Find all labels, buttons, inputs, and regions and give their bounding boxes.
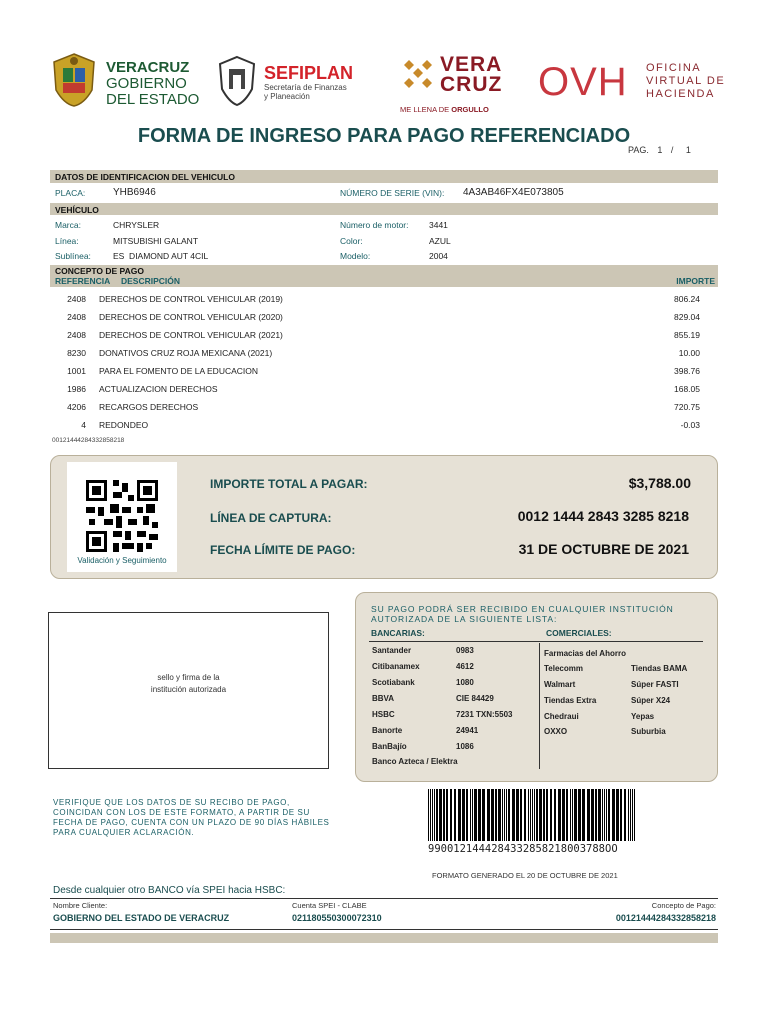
barcode bbox=[428, 789, 638, 841]
modelo-value: 2004 bbox=[429, 251, 448, 261]
cruz-word: CRUZ bbox=[440, 73, 503, 96]
col-amount: IMPORTE bbox=[676, 276, 715, 286]
barcode-bar bbox=[602, 789, 603, 841]
row-ref: 4206 bbox=[67, 402, 86, 412]
verify-line2: COINCIDAN CON LOS DE ESTE FORMATO, A PARTIR DE SU bbox=[53, 808, 310, 817]
veracruz-tagline bbox=[400, 105, 489, 114]
page-sep: / bbox=[670, 145, 674, 155]
barcode-bar bbox=[516, 789, 519, 841]
sefiplan-logo-text bbox=[264, 64, 353, 101]
barcode-bar bbox=[616, 789, 619, 841]
ovh-line1: OFICINA bbox=[646, 62, 702, 74]
commerce-a: Chedraui bbox=[544, 712, 579, 721]
spei-box bbox=[50, 898, 718, 930]
sefiplan-title: SEFIPLAN bbox=[264, 63, 354, 83]
account-value: 021180550300072310 bbox=[292, 913, 382, 923]
row-amount: -0.03 bbox=[680, 420, 700, 430]
bank-name: BanBajío bbox=[372, 742, 407, 751]
row-desc: DONATIVOS CRUZ ROJA MEXICANA (2021) bbox=[99, 348, 273, 358]
linea-value: MITSUBISHI GALANT bbox=[113, 236, 199, 246]
barcode-bar bbox=[462, 789, 465, 841]
barcode-bar bbox=[582, 789, 585, 841]
spei-intro: Desde cualquier otro BANCO vía SPEI hacia HSBC: bbox=[53, 885, 286, 896]
row-ref: 4 bbox=[81, 420, 86, 430]
vin-value: 4A3AB46FX4E073805 bbox=[463, 187, 564, 198]
commerce-a: Tiendas Extra bbox=[544, 696, 597, 705]
barcode-bar bbox=[562, 789, 565, 841]
table-row bbox=[50, 294, 718, 312]
vin-label: NÚMERO DE SERIE (VIN): bbox=[340, 188, 445, 198]
table-row bbox=[50, 384, 718, 402]
barcode-bar bbox=[634, 789, 635, 841]
veracruz-line2: GOBIERNO bbox=[106, 75, 187, 92]
barcode-bar bbox=[534, 789, 535, 841]
col-desc: DESCRIPCIÓN bbox=[121, 276, 181, 286]
deadline-label: FECHA LÍMITE DE PAGO: bbox=[210, 543, 356, 557]
commerce-header: COMERCIALES: bbox=[546, 628, 612, 638]
commerce-b: Súper FASTI bbox=[631, 680, 679, 689]
section-vehicle: VEHÍCULO bbox=[50, 203, 718, 215]
sefiplan-sub2: y Planeación bbox=[264, 92, 310, 101]
account-label: Cuenta SPEI - CLABE bbox=[292, 901, 367, 910]
barcode-bar bbox=[443, 789, 445, 841]
barcode-bar bbox=[508, 789, 510, 841]
footer-bar bbox=[50, 933, 718, 943]
capture-label: LÍNEA DE CAPTURA: bbox=[210, 511, 332, 525]
barcode-bar bbox=[498, 789, 501, 841]
barcode-bar bbox=[546, 789, 548, 841]
barcode-bar bbox=[506, 789, 507, 841]
table-row bbox=[50, 312, 718, 330]
barcode-bar bbox=[520, 789, 522, 841]
barcode-bar bbox=[446, 789, 448, 841]
row-amount: 829.04 bbox=[674, 312, 700, 322]
table-row bbox=[50, 366, 718, 384]
bank-header: BANCARIAS: bbox=[371, 628, 425, 638]
barcode-bar bbox=[632, 789, 633, 841]
total-box bbox=[50, 455, 718, 579]
commerce-a: Walmart bbox=[544, 680, 576, 689]
barcode-bar bbox=[428, 789, 429, 841]
row-desc: PARA EL FOMENTO DE LA EDUCACION bbox=[99, 366, 259, 376]
barcode-bar bbox=[495, 789, 497, 841]
commerce-b: Suburbia bbox=[631, 727, 666, 736]
banks-vertical-divider bbox=[539, 643, 540, 769]
barcode-bar bbox=[558, 789, 561, 841]
barcode-bar bbox=[554, 789, 556, 841]
barcode-bar bbox=[543, 789, 545, 841]
stamp-box bbox=[48, 612, 329, 769]
veracruz-shield-logo bbox=[50, 52, 98, 108]
page-label: PAG. bbox=[628, 145, 649, 155]
barcode-bar bbox=[536, 789, 538, 841]
row-ref: 2408 bbox=[67, 294, 86, 304]
row-amount: 168.05 bbox=[674, 384, 700, 394]
veracruz-brand-pattern-icon bbox=[400, 58, 436, 92]
section-vehicle-id: DATOS DE IDENTIFICACION DEL VEHICULO bbox=[50, 170, 718, 183]
page-counter bbox=[628, 145, 691, 155]
qr-code-icon[interactable] bbox=[86, 480, 158, 552]
row-ref: 2408 bbox=[67, 330, 86, 340]
barcode-bar bbox=[434, 789, 435, 841]
barcode-bar bbox=[487, 789, 490, 841]
bank-name: BBVA bbox=[372, 694, 395, 703]
small-reference: 00121444284332858218 bbox=[52, 437, 125, 444]
barcode-bar bbox=[606, 789, 607, 841]
vera-word: VERA bbox=[440, 53, 503, 76]
barcode-bar bbox=[572, 789, 573, 841]
barcode-bar bbox=[491, 789, 494, 841]
row-ref: 1986 bbox=[67, 384, 86, 394]
row-desc: RECARGOS DERECHOS bbox=[99, 402, 199, 412]
veracruz-line3: DEL ESTADO bbox=[106, 91, 200, 108]
barcode-bar bbox=[595, 789, 597, 841]
barcode-bar bbox=[524, 789, 526, 841]
barcode-bar bbox=[454, 789, 456, 841]
barcode-bar bbox=[466, 789, 468, 841]
barcode-bar bbox=[528, 789, 529, 841]
barcode-bar bbox=[458, 789, 461, 841]
row-desc: DERECHOS DE CONTROL VEHICULAR (2020) bbox=[99, 312, 283, 322]
client-value: GOBIERNO DEL ESTADO DE VERACRUZ bbox=[53, 913, 230, 923]
sublinea-value: ES DIAMOND AUT 4CIL bbox=[113, 251, 209, 261]
ovh-subtitle bbox=[646, 63, 725, 100]
banks-intro-2: AUTORIZADA DE LA SIGUIENTE LISTA: bbox=[371, 614, 558, 624]
row-desc: DERECHOS DE CONTROL VEHICULAR (2021) bbox=[99, 330, 283, 340]
bank-code: 1086 bbox=[456, 742, 474, 751]
stamp-line1: sello y firma de la bbox=[157, 673, 220, 682]
barcode-bar bbox=[620, 789, 622, 841]
barcode-bar bbox=[570, 789, 571, 841]
banks-divider bbox=[369, 641, 703, 642]
barcode-bar bbox=[550, 789, 552, 841]
sublinea-label: Sublínea: bbox=[55, 251, 91, 261]
barcode-bar bbox=[450, 789, 452, 841]
page-title: FORMA DE INGRESO PARA PAGO REFERENCIADO bbox=[137, 125, 631, 147]
bank-code: 4612 bbox=[456, 662, 474, 671]
total-label: IMPORTE TOTAL A PAGAR: bbox=[210, 477, 368, 491]
concept-value: 00121444284332858218 bbox=[615, 913, 716, 923]
barcode-bar bbox=[470, 789, 471, 841]
qr-panel bbox=[67, 462, 177, 572]
stamp-line2: institución autorizada bbox=[150, 685, 227, 694]
sefiplan-emblem bbox=[216, 55, 258, 107]
motor-value: 3441 bbox=[429, 220, 448, 230]
ovh-line3: HACIENDA bbox=[646, 88, 715, 100]
row-desc: DERECHOS DE CONTROL VEHICULAR (2019) bbox=[99, 294, 283, 304]
barcode-bar bbox=[591, 789, 594, 841]
row-amount: 855.19 bbox=[674, 330, 700, 340]
concept-title: CONCEPTO DE PAGO bbox=[55, 266, 144, 276]
sefiplan-sub1: Secretaría de Finanzas bbox=[264, 83, 347, 92]
bank-name: Banorte bbox=[372, 726, 403, 735]
barcode-bar bbox=[608, 789, 610, 841]
barcode-bar bbox=[482, 789, 485, 841]
placa-label: PLACA: bbox=[55, 188, 86, 198]
barcode-bars bbox=[428, 789, 638, 841]
ovh-logo bbox=[538, 62, 628, 102]
row-ref: 8230 bbox=[67, 348, 86, 358]
barcode-bar bbox=[628, 789, 629, 841]
page-current: 1 bbox=[657, 145, 663, 155]
modelo-label: Modelo: bbox=[340, 251, 371, 261]
commerce-b: Súper X24 bbox=[631, 696, 671, 705]
bank-name: Banco Azteca / Elektra bbox=[372, 757, 458, 766]
client-label: Nombre Cliente: bbox=[53, 901, 108, 910]
total-value: $3,788.00 bbox=[628, 475, 691, 491]
verify-line1: VERIFIQUE QUE LOS DATOS DE SU RECIBO DE PAGO, bbox=[53, 798, 290, 807]
bank-code: 24941 bbox=[456, 726, 479, 735]
row-amount: 806.24 bbox=[674, 294, 700, 304]
table-row bbox=[50, 402, 718, 420]
barcode-bar bbox=[587, 789, 590, 841]
verify-note bbox=[53, 798, 329, 838]
ovh-line2: VIRTUAL DE bbox=[646, 75, 726, 87]
commerce-b: Tiendas BAMA bbox=[631, 664, 688, 673]
table-row bbox=[50, 420, 718, 438]
barcode-bar bbox=[504, 789, 505, 841]
barcode-bar bbox=[539, 789, 542, 841]
barcode-number: 9900121444284332858218003788OO bbox=[428, 843, 618, 855]
placa-value: YHB6946 bbox=[113, 187, 156, 198]
bank-code: 7231 TXN:5503 bbox=[456, 710, 513, 719]
row-amount: 398.76 bbox=[674, 366, 700, 376]
barcode-bar bbox=[612, 789, 615, 841]
banks-box bbox=[355, 592, 718, 782]
row-ref: 1001 bbox=[67, 366, 86, 376]
bank-name: Citibanamex bbox=[372, 662, 420, 671]
tagline-part-b: ORGULLO bbox=[451, 105, 489, 114]
bank-name: Scotiabank bbox=[372, 678, 415, 687]
barcode-bar bbox=[624, 789, 626, 841]
row-ref: 2408 bbox=[67, 312, 86, 322]
bank-code: 0983 bbox=[456, 646, 474, 655]
barcode-bar bbox=[630, 789, 631, 841]
veracruz-gobierno-logo-text bbox=[106, 60, 199, 107]
col-ref: REFERENCIA bbox=[55, 276, 111, 286]
tagline-part-a: ME LLENA DE bbox=[400, 105, 450, 114]
verify-line4: PARA CUALQUIER ACLARACIÓN. bbox=[53, 828, 195, 837]
linea-label: Línea: bbox=[55, 236, 79, 246]
marca-value: CHRYSLER bbox=[113, 220, 160, 230]
qr-caption: Validación y Seguimiento bbox=[77, 556, 167, 565]
table-row bbox=[50, 330, 718, 348]
row-amount: 10.00 bbox=[678, 348, 700, 358]
veracruz-line1: VERACRUZ bbox=[106, 59, 190, 76]
barcode-bar bbox=[598, 789, 601, 841]
barcode-bar bbox=[604, 789, 605, 841]
capture-value: 0012 1444 2843 3285 8218 bbox=[517, 508, 689, 524]
barcode-bar bbox=[578, 789, 581, 841]
barcode-bar bbox=[502, 789, 503, 841]
banks-intro-1: SU PAGO PODRÁ SER RECIBIDO EN CUALQUIER INSTITUCIÓN bbox=[371, 604, 674, 614]
barcode-bar bbox=[436, 789, 438, 841]
concept-label: Concepto de Pago: bbox=[651, 901, 716, 910]
section-concept bbox=[50, 265, 718, 287]
barcode-bar bbox=[478, 789, 481, 841]
barcode-bar bbox=[574, 789, 577, 841]
verify-line3: FECHA DE PAGO, CUENTA CON UN PLAZO DE 90 DÍAS HÁBILES bbox=[53, 818, 330, 827]
bank-name: HSBC bbox=[372, 710, 395, 719]
barcode-bar bbox=[430, 789, 431, 841]
veracruz-brand-logo-text bbox=[440, 54, 502, 95]
commerce-first: Farmacias del Ahorro bbox=[544, 649, 626, 658]
bank-name: Santander bbox=[372, 646, 412, 655]
barcode-bar bbox=[566, 789, 568, 841]
bank-code: CIE 84429 bbox=[456, 694, 494, 703]
generated-date: FORMATO GENERADO EL 20 DE OCTUBRE DE 2021 bbox=[432, 871, 618, 880]
commerce-a: Telecomm bbox=[544, 664, 583, 673]
color-label: Color: bbox=[340, 236, 363, 246]
commerce-b: Yepas bbox=[631, 712, 655, 721]
color-value: AZUL bbox=[429, 236, 451, 246]
table-row bbox=[50, 348, 718, 366]
barcode-bar bbox=[512, 789, 515, 841]
barcode-bar bbox=[432, 789, 433, 841]
motor-label: Número de motor: bbox=[340, 220, 409, 230]
row-desc: ACTUALIZACION DERECHOS bbox=[99, 384, 218, 394]
barcode-bar bbox=[532, 789, 533, 841]
page-total: 1 bbox=[685, 145, 691, 155]
bank-code: 1080 bbox=[456, 678, 474, 687]
barcode-bar bbox=[474, 789, 477, 841]
barcode-bar bbox=[472, 789, 473, 841]
commerce-a: OXXO bbox=[544, 727, 568, 736]
row-amount: 720.75 bbox=[674, 402, 700, 412]
marca-label: Marca: bbox=[55, 220, 81, 230]
ovh-title: OVH bbox=[538, 60, 628, 104]
barcode-bar bbox=[530, 789, 531, 841]
barcode-bar bbox=[439, 789, 442, 841]
row-desc: REDONDEO bbox=[99, 420, 149, 430]
deadline-value: 31 DE OCTUBRE DE 2021 bbox=[518, 541, 689, 557]
